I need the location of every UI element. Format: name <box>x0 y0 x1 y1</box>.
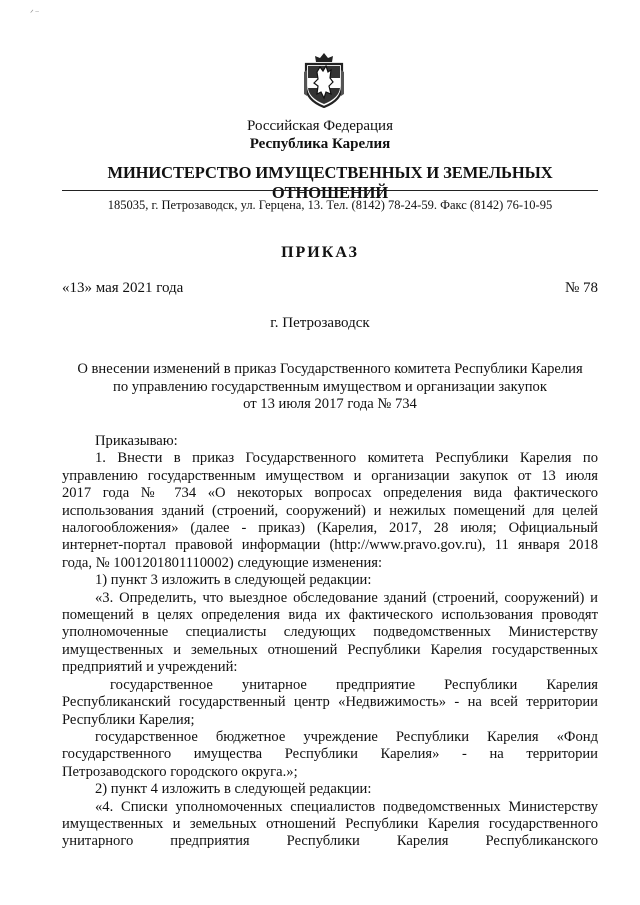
body-line: Приказываю: <box>95 433 178 449</box>
country-name: Российская Федерация <box>247 118 393 134</box>
body-line: государственного имущества Республики Карелия» - на территории <box>62 746 598 763</box>
body-line: использования зданий (строений, сооружений) и нежилых помещений для целей <box>62 502 598 519</box>
body-line: управлению государственным имуществом и организации закупок от 13 июля <box>62 467 598 484</box>
subject-line: О внесении изменений в приказ Государственного комитета Республики Карелия <box>77 361 583 377</box>
body-line: государственное унитарное предприятие Республики Карелия <box>110 676 598 693</box>
body-line: государственное бюджетное учреждение Республики Карелия «Фонд <box>95 728 598 745</box>
body-line: имущественных и земельных отношений Республики Карелия государственных <box>62 641 598 658</box>
scan-mark: ᐟ⁻ <box>30 8 41 18</box>
body-line: Петрозаводского городского округа.»; <box>62 763 298 780</box>
body-line: помещений в целях определения вида их фактического использования проводят <box>62 607 598 624</box>
order-date: «13» мая 2021 года <box>62 280 184 296</box>
body-line: года, № 1001201801110002) следующие изменения: <box>62 554 383 571</box>
body-line: 1) пункт 3 изложить в следующей редакции: <box>95 572 372 589</box>
subject-line: по управлению государственным имуществом и организации закупок <box>113 378 547 395</box>
body-line: 1. Внести в приказ Государственного комитета Республики Карелия по <box>95 450 598 467</box>
body-line: налогообложения» (далее - приказ) (Карелия, 2017, 28 июля; Официальный <box>62 520 598 537</box>
coat-of-arms-icon <box>302 52 346 108</box>
ministry-address: 185035, г. Петрозаводск, ул. Герцена, 13. Тел. (8142) 78-24-59. Факс (8142) 76-10-95 <box>107 198 553 212</box>
document-title: ПРИКАЗ <box>281 244 359 261</box>
body-line: интернет-портал правовой информации (http://www.pravo.gov.ru), 11 января 2018 <box>62 537 598 554</box>
body-line: Республики Карелия; <box>62 711 195 728</box>
order-body <box>62 433 598 851</box>
body-line: «4. Списки уполномоченных специалистов подведомственных Министерству <box>95 798 598 815</box>
order-city: г. Петрозаводск <box>270 315 370 331</box>
body-line: «3. Определить, что выездное обследование зданий (строений, сооружений) и <box>95 589 598 606</box>
body-line: 2) пункт 4 изложить в следующей редакции: <box>95 781 372 798</box>
body-line: уполномоченные специалисты следующих подведомственных Министерству <box>62 624 598 641</box>
body-line: 2017 года № 734 «О некоторых вопросах определения вида фактического <box>62 485 598 502</box>
order-subject <box>62 361 598 414</box>
ministry-name: МИНИСТЕРСТВО ИМУЩЕСТВЕННЫХ И ЗЕМЕЛЬНЫХ ОТНОШЕНИЙ <box>107 163 553 202</box>
body-line: имущественных и земельных отношений Республики Карелия государственного <box>62 815 598 832</box>
header-divider <box>62 190 598 191</box>
body-line: предприятий и учреждений: <box>62 659 238 676</box>
body-line: унитарного предприятия Республики Карелия Республиканского <box>62 833 598 850</box>
republic-name: Республика Карелия <box>249 136 391 152</box>
order-number: № 78 <box>564 280 598 296</box>
body-line: Республиканский государственный центр «Недвижимость» - на всей территории <box>62 694 598 711</box>
subject-line: от 13 июля 2017 года № 734 <box>243 396 417 412</box>
